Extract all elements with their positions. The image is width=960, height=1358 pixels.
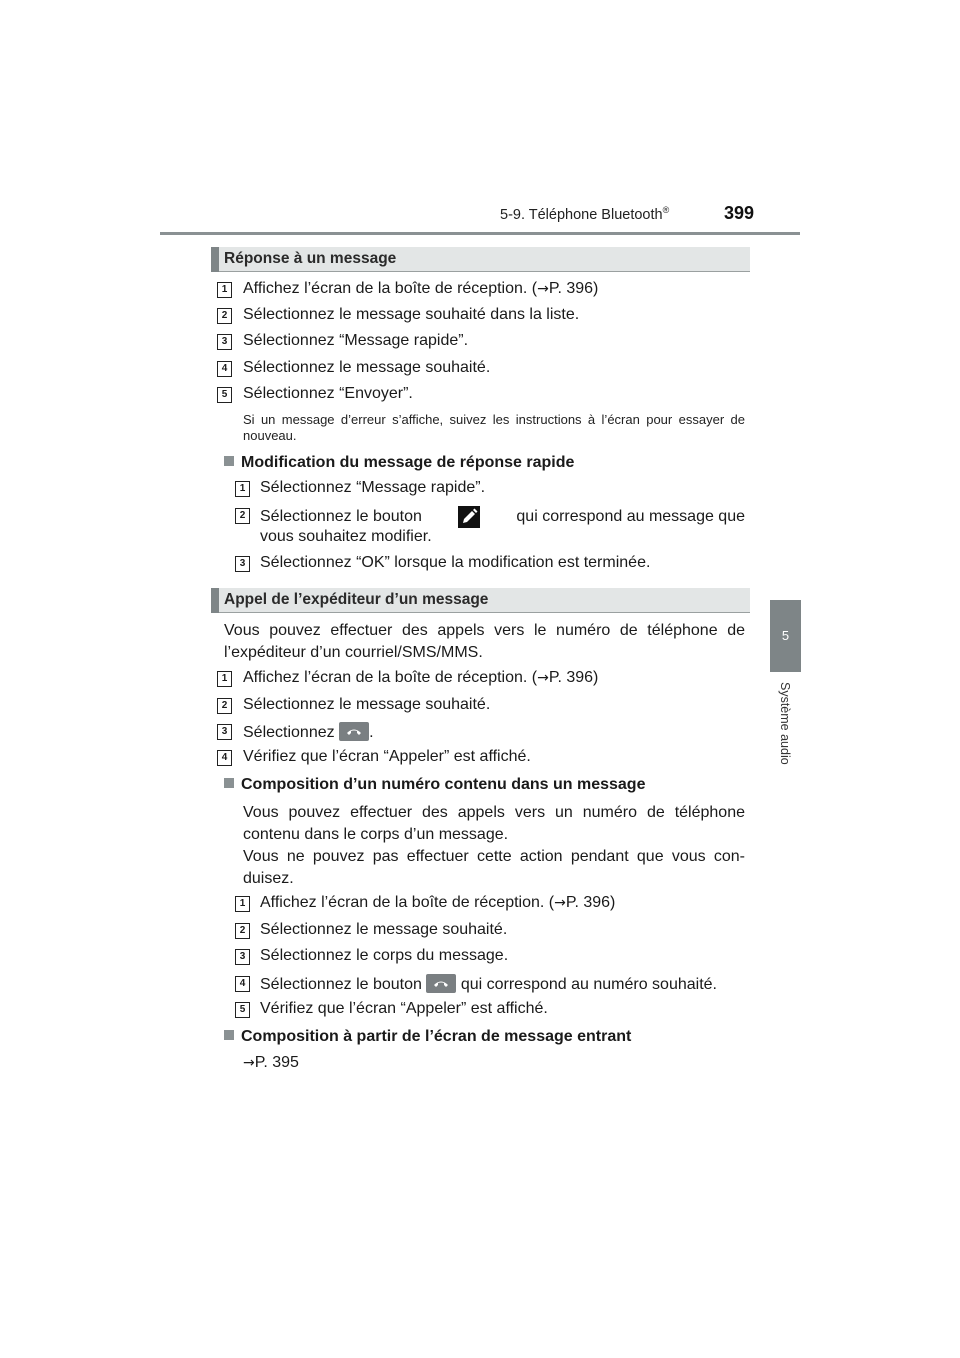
step-text: Vérifiez que l’écran “Appeler” est affiché. bbox=[243, 748, 531, 765]
arrow-glyph: → bbox=[243, 1055, 255, 1071]
chapter-tab-label: Système audio bbox=[778, 682, 792, 765]
sub-heading: Composition à partir de l’écran de message entrant bbox=[224, 1028, 631, 1046]
step-number: 3 bbox=[217, 724, 232, 740]
step-number: 4 bbox=[217, 361, 232, 377]
arrow-glyph: → bbox=[537, 670, 549, 686]
pencil-icon bbox=[458, 506, 480, 528]
step-text: Sélectionnez le message souhaité. bbox=[243, 359, 491, 376]
square-bullet-icon bbox=[224, 456, 234, 466]
step-number: 4 bbox=[235, 976, 250, 992]
step-text-continued: vous souhaitez modifier. bbox=[260, 528, 432, 545]
sub-heading: Modification du message de réponse rapide bbox=[224, 454, 574, 472]
arrow-glyph: → bbox=[554, 895, 566, 911]
step-text: Sélectionnez le message souhaité. bbox=[243, 696, 491, 713]
square-bullet-icon bbox=[224, 1030, 234, 1040]
step-text: Affichez l’écran de la boîte de réception. (→P. 396) bbox=[260, 894, 616, 911]
step-number: 2 bbox=[217, 698, 232, 714]
step-number: 2 bbox=[235, 923, 250, 939]
step-text: Sélectionnez “Envoyer”. bbox=[243, 385, 413, 402]
section-header-reply bbox=[211, 247, 750, 272]
arrow-glyph: → bbox=[537, 281, 549, 297]
step-number: 2 bbox=[235, 508, 250, 524]
step-number: 3 bbox=[235, 949, 250, 965]
step-text: Sélectionnez le corps du message. bbox=[260, 947, 509, 964]
intro-paragraph: Vous pouvez effectuer des appels vers le numéro de téléphone de l’expéditeur d’un courriel/SMS/MMS. bbox=[224, 622, 745, 661]
step-text: Sélectionnez le bouton qui correspond au numéro souhaité. bbox=[260, 976, 717, 993]
step-text: Sélectionnez “OK” lorsque la modification est terminée. bbox=[260, 554, 651, 571]
step-number: 1 bbox=[235, 481, 250, 497]
sub-heading: Composition d’un numéro contenu dans un message bbox=[224, 776, 645, 794]
step-text: Affichez l’écran de la boîte de réception. (→P. 396) bbox=[243, 280, 599, 297]
step-number: 1 bbox=[235, 896, 250, 912]
page-number: 399 bbox=[724, 203, 755, 223]
step-number: 3 bbox=[217, 334, 232, 350]
section-title: Réponse à un message bbox=[224, 250, 397, 267]
chapter-tab-number: 5 bbox=[781, 628, 790, 643]
step-number: 4 bbox=[217, 750, 232, 766]
square-bullet-icon bbox=[224, 778, 234, 788]
step-number: 3 bbox=[235, 556, 250, 572]
step-text: Sélectionnez le message souhaité dans la liste. bbox=[243, 306, 580, 323]
step-text: Affichez l’écran de la boîte de réception. (→P. 396) bbox=[243, 669, 599, 686]
phone-icon bbox=[339, 722, 369, 741]
section-header-call-sender bbox=[211, 588, 750, 613]
phone-icon bbox=[426, 974, 456, 993]
step-text: Sélectionnez le bouton qui correspond au message que bbox=[260, 506, 745, 528]
step-text: Vérifiez que l’écran “Appeler” est affiché. bbox=[260, 1000, 548, 1017]
section-title: Appel de l’expéditeur d’un message bbox=[224, 591, 489, 608]
step-text: Sélectionnez “Message rapide”. bbox=[260, 479, 486, 496]
step-number: 1 bbox=[217, 282, 232, 298]
page-reference: →P. 395 bbox=[243, 1054, 299, 1071]
step-text: Sélectionnez “Message rapide”. bbox=[243, 332, 469, 349]
paragraph: Vous ne pouvez pas effectuer cette action pendant que vous con-duisez. bbox=[243, 848, 745, 887]
step-text: Sélectionnez le message souhaité. bbox=[260, 921, 508, 938]
step-number: 5 bbox=[235, 1002, 250, 1018]
step-text: Sélectionnez . bbox=[243, 724, 374, 741]
paragraph: Vous pouvez effectuer des appels vers un numéro de téléphone contenu dans le corps d’un message. bbox=[243, 804, 745, 843]
step-number: 1 bbox=[217, 671, 232, 687]
header-divider bbox=[160, 232, 800, 235]
chapter-title: 5-9. Téléphone Bluetooth® bbox=[500, 205, 670, 223]
step-number: 5 bbox=[217, 387, 232, 403]
step-number: 2 bbox=[217, 308, 232, 324]
note-text: Si un message d’erreur s’affiche, suivez les instructions à l’écran pour essayer de nouveau. bbox=[243, 412, 745, 443]
